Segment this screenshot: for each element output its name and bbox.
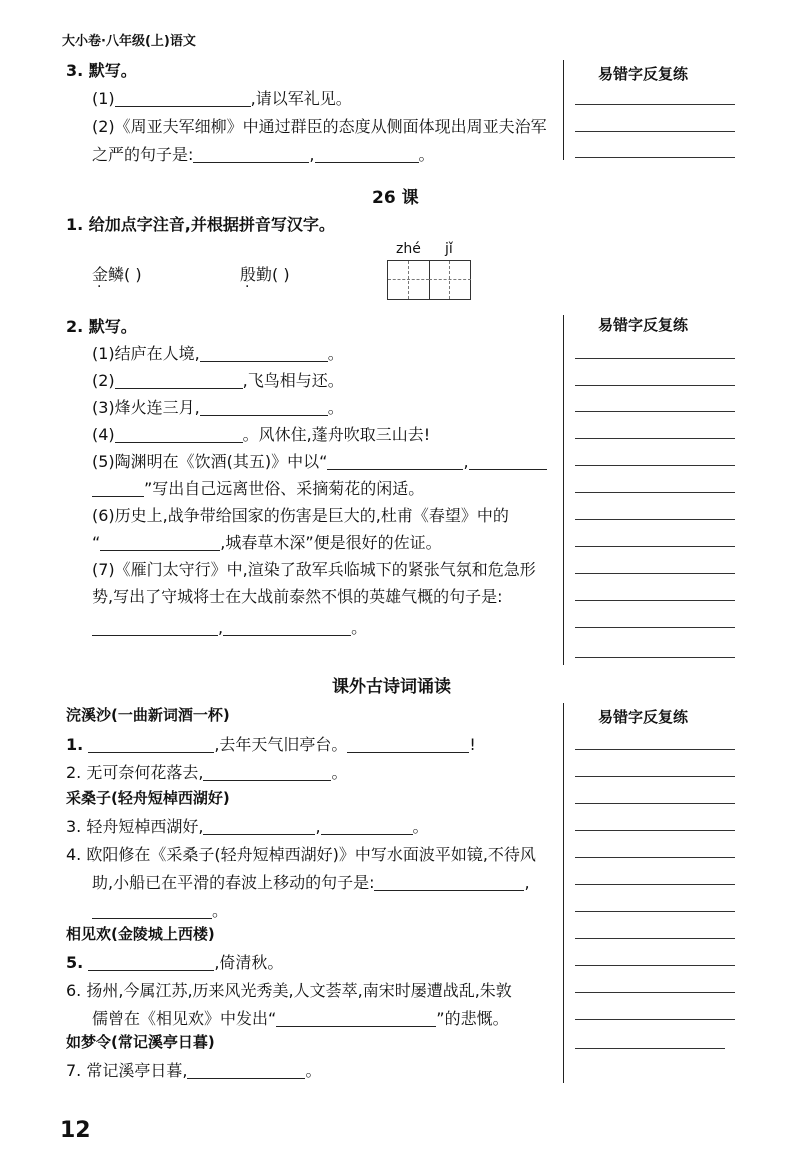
book-header: 大小卷·八年级(上)语文 [62, 34, 196, 49]
practice-line[interactable] [575, 1048, 725, 1049]
item-text: 2. 无可奈何花落去, [66, 763, 204, 782]
item-text: 。风休住,蓬舟吹取三山去! [242, 425, 431, 444]
practice-line[interactable] [575, 627, 735, 628]
practice-line[interactable] [575, 992, 735, 993]
punctuation: 。 [351, 618, 368, 637]
answer-blank[interactable] [88, 952, 214, 971]
question-3-2-line2 [92, 142, 435, 165]
answer-blank[interactable] [347, 734, 469, 753]
question-1-huanxisha [66, 732, 476, 755]
punctuation: 。 [212, 901, 229, 920]
question-2-3 [92, 395, 344, 418]
item-text: ,请以军礼见。 [250, 89, 352, 108]
question-2-5 [92, 449, 547, 472]
word-rest: 鳞( ) [108, 265, 142, 284]
poem-title-rumengling: 如梦令(常记溪亭日暮) [66, 1033, 215, 1051]
item-text: ,城春草木深”便是很好的佐证。 [220, 533, 442, 552]
poem-title-xiangjianhuan: 相见欢(金陵城上西楼) [66, 925, 215, 943]
extra-reading-title: 课外古诗词诵读 [332, 677, 451, 697]
answer-blank[interactable] [203, 762, 331, 781]
punctuation: 。 [327, 344, 344, 363]
writing-cell[interactable] [429, 261, 471, 299]
item-text: ”写出自己远离世俗、采摘菊花的闲适。 [144, 479, 425, 498]
punctuation: 。 [305, 1061, 322, 1080]
punctuation: , [218, 618, 224, 637]
answer-blank[interactable] [203, 816, 315, 835]
item-text: (3)烽火连三月, [92, 398, 200, 417]
practice-line[interactable] [575, 465, 735, 466]
question-2-1 [92, 341, 344, 364]
dotted-char: 金 [92, 265, 109, 284]
answer-blank[interactable] [200, 397, 328, 416]
item-text: 3. 轻舟短棹西湖好, [66, 817, 204, 836]
answer-blank[interactable] [115, 424, 243, 443]
item-text: ,飞鸟相与还。 [242, 371, 344, 390]
item-text: (5)陶渊明在《饮酒(其五)》中以“ [92, 452, 328, 471]
answer-blank[interactable] [115, 370, 243, 389]
question-2-4 [92, 422, 430, 445]
question-2-7-line2: 势,写出了守城将士在大战前泰然不惧的英雄气概的句子是: [92, 587, 503, 606]
item-text: 助,小船已在平滑的春波上移动的句子是: [92, 873, 375, 892]
question-4-caisangzi-line1: 4. 欧阳修在《采桑子(轻舟短棹西湖好)》中写水面波平如镜,不待风 [66, 845, 536, 864]
answer-blank[interactable] [88, 734, 214, 753]
punctuation: , [463, 452, 469, 471]
poem-title-huanxisha: 浣溪沙(一曲新词酒一杯) [66, 706, 230, 724]
punctuation: 。 [331, 763, 348, 782]
word-rest: 勤( ) [256, 265, 290, 284]
answer-blank[interactable] [469, 451, 547, 470]
practice-line[interactable] [575, 573, 735, 574]
question-number: 1. [66, 735, 84, 754]
practice-line[interactable] [575, 803, 735, 804]
question-3-1 [92, 86, 352, 109]
question-number: 5. [66, 953, 84, 972]
item-text: 儒曾在《相见欢》中发出“ [92, 1009, 277, 1028]
word-yinqin [240, 262, 290, 285]
side-practice-title: 易错字反复练 [598, 65, 689, 83]
answer-blank[interactable] [327, 451, 463, 470]
answer-blank[interactable] [315, 144, 419, 163]
question-4-caisangzi-line2 [92, 870, 530, 893]
answer-blank[interactable] [374, 872, 524, 891]
practice-line[interactable] [575, 776, 735, 777]
answer-blank[interactable] [223, 617, 351, 636]
item-label: (4) [92, 425, 115, 444]
item-label: (2) [92, 371, 115, 390]
answer-blank[interactable] [92, 900, 212, 919]
practice-line[interactable] [575, 830, 735, 831]
answer-blank[interactable] [115, 88, 251, 107]
question-7-rumengling [66, 1058, 321, 1081]
punctuation: 。 [412, 817, 429, 836]
side-practice-title: 易错字反复练 [598, 708, 689, 726]
practice-line[interactable] [575, 857, 735, 858]
lesson-26-title: 26 课 [372, 188, 419, 208]
question-3: 3. 默写。 [66, 61, 137, 80]
practice-line[interactable] [575, 546, 735, 547]
writing-cell[interactable] [388, 261, 430, 299]
pinyin-zhe: zhé [396, 241, 421, 257]
question-1: 1. 给加点字注音,并根据拼音写汉字。 [66, 215, 335, 234]
question-2-2 [92, 368, 344, 391]
punctuation: , [309, 145, 315, 164]
question-2-7-line3 [92, 615, 367, 638]
practice-line[interactable] [575, 157, 735, 158]
practice-line[interactable] [575, 519, 735, 520]
practice-line[interactable] [575, 104, 735, 105]
item-text: 7. 常记溪亭日暮, [66, 1061, 188, 1080]
question-2-6-line2 [92, 530, 442, 553]
poem-title-caisangzi: 采桑子(轻舟短棹西湖好) [66, 789, 230, 807]
punctuation: ! [469, 735, 476, 754]
answer-blank[interactable] [276, 1008, 436, 1027]
punctuation: , [524, 873, 530, 892]
item-text: (1)结庐在人境, [92, 344, 200, 363]
column-divider [563, 60, 564, 160]
question-2-6-line1: (6)历史上,战争带给国家的伤害是巨大的,杜甫《春望》中的 [92, 506, 509, 525]
side-practice-title: 易错字反复练 [598, 316, 689, 334]
item-text: ,倚清秋。 [214, 953, 284, 972]
practice-line[interactable] [575, 385, 735, 386]
practice-line[interactable] [575, 657, 735, 658]
question-3-2-line1: (2)《周亚夫军细柳》中通过群臣的态度从侧面体现出周亚夫治军 [92, 117, 547, 136]
punctuation: 。 [327, 398, 344, 417]
punctuation: , [315, 817, 321, 836]
practice-line[interactable] [575, 492, 735, 493]
punctuation: 。 [418, 145, 435, 164]
dotted-char: 殷 [240, 265, 257, 284]
question-2-7-line1: (7)《雁门太守行》中,渲染了敌军兵临城下的紧张气氛和危急形 [92, 560, 536, 579]
answer-blank[interactable] [100, 532, 220, 551]
tianzige-grid [387, 260, 471, 300]
practice-line[interactable] [575, 938, 735, 939]
answer-blank[interactable] [321, 816, 413, 835]
practice-line[interactable] [575, 600, 735, 601]
question-5-xiangjianhuan [66, 950, 283, 973]
practice-line[interactable] [575, 358, 735, 359]
answer-blank[interactable] [92, 617, 218, 636]
practice-line[interactable] [575, 1019, 735, 1020]
question-6-xiangjianhuan-line2 [92, 1006, 509, 1029]
column-divider [563, 703, 564, 1083]
practice-line[interactable] [575, 411, 735, 412]
punctuation: “ [92, 533, 101, 552]
item-text: ”的悲慨。 [436, 1009, 509, 1028]
practice-line[interactable] [575, 438, 735, 439]
column-divider [563, 315, 564, 665]
answer-blank[interactable] [187, 1060, 305, 1079]
question-2-5-line2 [92, 476, 424, 499]
practice-line[interactable] [575, 884, 735, 885]
question-4-caisangzi-line3 [92, 898, 228, 921]
practice-line[interactable] [575, 749, 735, 750]
pinyin-ji: jǐ [445, 241, 453, 257]
question-3-caisangzi [66, 814, 429, 837]
question-2-huanxisha [66, 760, 347, 783]
question-6-xiangjianhuan-line1: 6. 扬州,今属江苏,历来风光秀美,人文荟萃,南宋时屡遭战乱,朱敦 [66, 981, 512, 1000]
answer-blank[interactable] [193, 144, 309, 163]
practice-line[interactable] [575, 131, 735, 132]
question-2: 2. 默写。 [66, 317, 137, 336]
item-text: ,去年天气旧亭台。 [214, 735, 348, 754]
item-label: (1) [92, 89, 115, 108]
item-text: 之严的句子是: [92, 145, 194, 164]
answer-blank[interactable] [200, 343, 328, 362]
word-jinlin [92, 262, 142, 285]
practice-line[interactable] [575, 965, 735, 966]
practice-line[interactable] [575, 911, 735, 912]
page-number: 12 [60, 1118, 91, 1143]
answer-blank[interactable] [92, 478, 144, 497]
